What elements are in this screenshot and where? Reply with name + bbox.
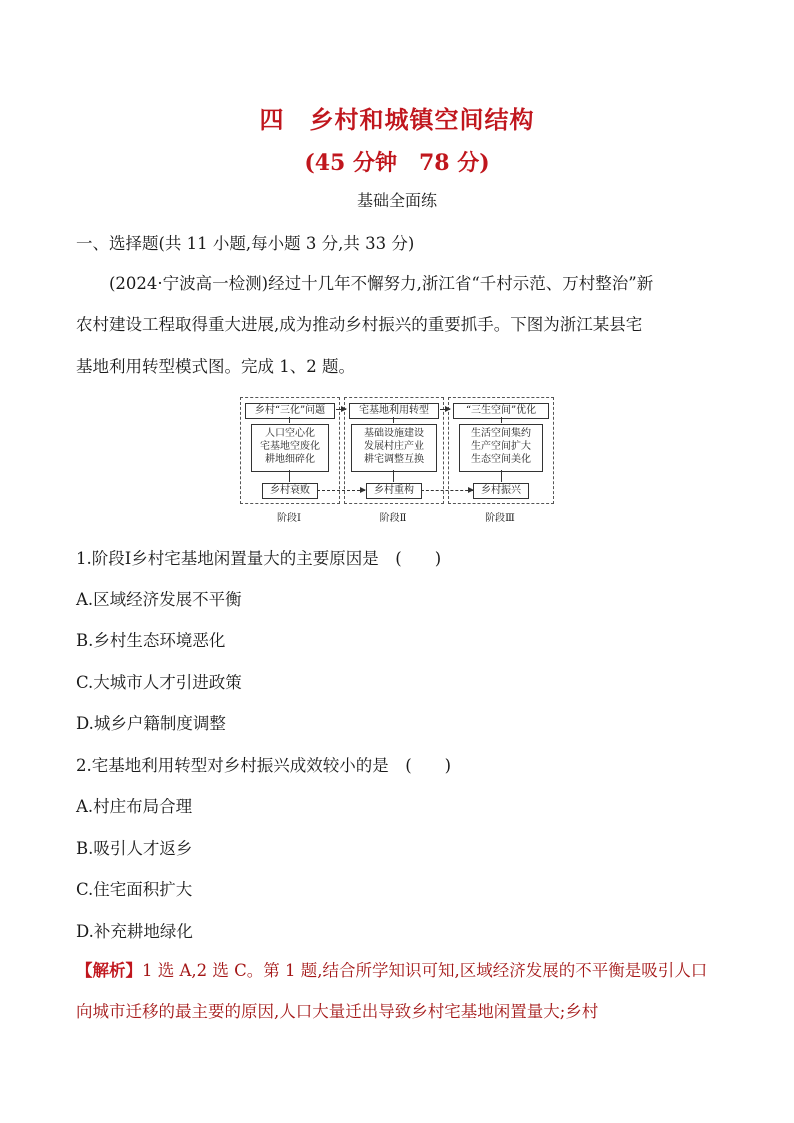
stage-2-frame [344,397,444,504]
stage-1-items [251,424,329,472]
passage-line-2: 农村建设工程取得重大进展,成为推动乡村振兴的重要抓手。下图为浙江某县宅 [76,315,643,334]
stage-1-item: 宅基地空废化 [260,441,320,452]
question-1-option-b[interactable]: B.乡村生态环境恶化 [76,631,226,650]
arrow-right-icon [440,409,450,410]
question-2-option-b[interactable]: B.吸引人才返乡 [76,839,193,858]
analysis-block [76,950,720,1032]
stage-3-item: 生产空间扩大 [471,441,531,452]
stage-1-result: 乡村衰败 [262,483,318,499]
stage-2-items [351,424,437,472]
question-2-stem: 2.宅基地利用转型对乡村振兴成效较小的是 ( ) [76,756,452,775]
stage-3-items [459,424,543,472]
stage-3-label: 阶段Ⅲ [485,513,515,524]
connector-line [501,417,502,423]
stage-2-label: 阶段Ⅱ [379,513,407,524]
part-heading: 一、选择题(共 11 小题,每小题 3 分,共 33 分) [76,234,415,253]
arrow-right-icon [421,490,473,491]
passage-line-3: 基地利用转型模式图。完成 1、2 题。 [76,357,355,376]
stage-3-item: 生活空间集约 [471,428,531,439]
question-1-stem: 1.阶段Ⅰ乡村宅基地闲置量大的主要原因是 ( ) [76,549,442,568]
stage-2-item: 发展村庄产业 [364,441,424,452]
question-2-option-a[interactable]: A.村庄布局合理 [76,797,193,816]
stage-3-result: 乡村振兴 [473,483,529,499]
connector-line [393,417,394,423]
analysis-text: 1 选 A,2 选 C。第 1 题,结合所学知识可知,区域经济发展的不平衡是吸引人口向城市迁移的最主要的原因,人口大量迁出导致乡村宅基地闲置量大;乡村 [76,961,708,1021]
stage-3-header: “三生空间”优化 [453,403,549,419]
connector-line [289,417,290,423]
stage-2-item: 基础设施建设 [364,428,424,439]
analysis-tag: 【解析】 [76,961,142,980]
stage-2-header: 宅基地利用转型 [349,403,439,419]
question-1-option-d[interactable]: D.城乡户籍制度调整 [76,714,226,733]
connector-line [289,470,290,482]
passage-line-1: (2024·宁波高一检测)经过十几年不懈努力,浙江省“千村示范、万村整治”新 [109,274,654,293]
question-1-option-c[interactable]: C.大城市人才引进政策 [76,673,242,692]
stage-3-item: 生态空间美化 [471,454,531,465]
stage-2-item: 耕宅调整互换 [364,454,424,465]
question-1-option-a[interactable]: A.区域经济发展不平衡 [76,590,242,609]
connector-line [501,470,502,482]
stage-1-label: 阶段Ⅰ [277,513,301,524]
section-title: 基础全面练 [356,191,437,210]
transformation-diagram [240,397,556,527]
time-score-subtitle: (45 分钟 78 分) [304,150,490,176]
arrow-right-icon [317,490,365,491]
stage-1-item: 耕地细碎化 [265,454,315,465]
stage-1-header: 乡村“三化”问题 [245,403,335,419]
arrow-right-icon [336,409,346,410]
question-2-option-d[interactable]: D.补充耕地绿化 [76,922,193,941]
stage-2-result: 乡村重构 [366,483,422,499]
stage-1-item: 人口空心化 [265,428,315,439]
page-title: 四 乡村和城镇空间结构 [259,106,535,134]
stage-1-frame [240,397,340,504]
connector-line [393,470,394,482]
question-2-option-c[interactable]: C.住宅面积扩大 [76,880,193,899]
stage-3-frame [448,397,554,504]
